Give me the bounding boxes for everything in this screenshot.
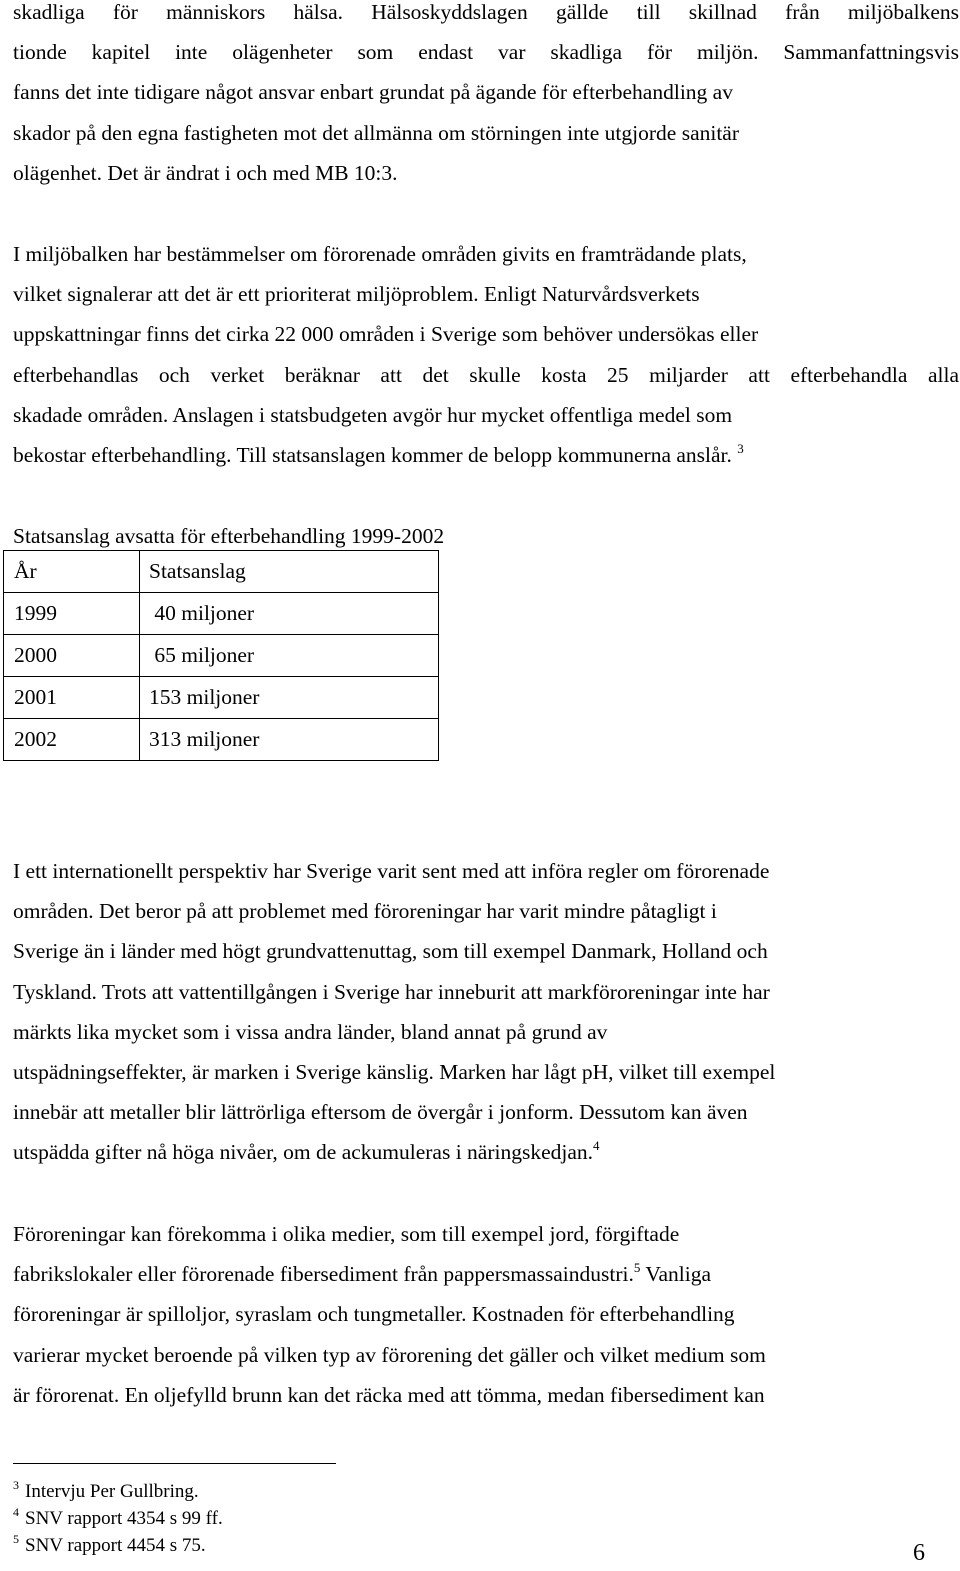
- text-line: efterbehandlas och verket beräknar att det skulle kosta 25 miljarder att efterbehandla alla: [13, 362, 959, 387]
- text-line: [13, 1254, 959, 1294]
- text-line: skadliga för människors hälsa. Hälsoskyddslagen gällde till skillnad från miljöbalkens: [13, 0, 959, 24]
- cell-grant: 313 miljoner: [140, 719, 439, 761]
- text-line: områden. Det beror på att problemet med föroreningar har varit mindre påtagligt i: [13, 899, 717, 924]
- grants-table: [3, 550, 439, 761]
- page-number: 6: [913, 1540, 925, 1566]
- text-line: tionde kapitel inte olägenheter som endast var skadliga för miljön. Sammanfattningsvis: [13, 40, 959, 65]
- cell-grant: 65 miljoner: [140, 635, 439, 677]
- footnote-ref: 4: [593, 1138, 600, 1154]
- text-line: Tyskland. Trots att vattentillgången i Sverige har inneburit att markföroreningar inte har: [13, 979, 770, 1004]
- text-line: vilket signalerar att det är ett prioriterat miljöproblem. Enligt Naturvårdsverkets: [13, 282, 700, 307]
- paragraph-3: [13, 851, 959, 1173]
- paragraph-2: [13, 234, 959, 475]
- text-line: är förorenat. En oljefylld brunn kan det räcka med att tömma, medan fibersediment kan: [13, 1382, 765, 1407]
- footnote-text: Intervju Per Gullbring.: [25, 1481, 199, 1502]
- text-line: skadade områden. Anslagen i statsbudgeten avgör hur mycket offentliga medel som: [13, 402, 733, 427]
- footnote-text: SNV rapport 4354 s 99 ff.: [25, 1508, 223, 1529]
- text-line: varierar mycket beroende på vilken typ av förorening det gäller och vilket medium som: [13, 1342, 766, 1367]
- cell-grant: 153 miljoner: [140, 677, 439, 719]
- table-header-row: [4, 551, 439, 593]
- text-line-content: bekostar efterbehandling. Till statsanslagen kommer de belopp kommunerna anslår.: [13, 443, 732, 468]
- footnote-number: 3: [13, 1478, 19, 1492]
- text-line: innebär att metaller blir lättrörliga eftersom de övergår i jonform. Dessutom kan även: [13, 1100, 748, 1125]
- footnote-ref: 3: [737, 441, 744, 457]
- footnote-separator: [13, 1463, 336, 1464]
- table-row: [4, 719, 439, 761]
- cell-year: 2000: [4, 635, 140, 677]
- footnote: [13, 1505, 223, 1532]
- paragraph-1: [13, 0, 959, 193]
- table-caption: Statsanslag avsatta för efterbehandling 1999-2002: [13, 524, 445, 548]
- footnote: [13, 1478, 223, 1505]
- footnote: [13, 1532, 223, 1559]
- text-line: föroreningar är spilloljor, syraslam och tungmetaller. Kostnaden för efterbehandling: [13, 1302, 735, 1327]
- text-line: uppskattningar finns det cirka 22 000 områden i Sverige som behöver undersökas eller: [13, 322, 759, 347]
- footnote-number: 5: [13, 1532, 19, 1546]
- text-line: [13, 435, 959, 475]
- header-year: År: [4, 551, 140, 593]
- text-line: utspädningseffekter, är marken i Sverige känslig. Marken har lågt pH, vilket till exempel: [13, 1060, 776, 1085]
- table-row: [4, 635, 439, 677]
- cell-year: 2002: [4, 719, 140, 761]
- text-line: märkts lika mycket som i vissa andra länder, bland annat på grund av: [13, 1019, 608, 1044]
- cell-year: 1999: [4, 593, 140, 635]
- footnotes: [13, 1478, 223, 1559]
- text-line: I ett internationellt perspektiv har Sverige varit sent med att införa regler om förorenade: [13, 859, 770, 883]
- text-line: [13, 1132, 959, 1172]
- text-line-content: utspädda gifter nå höga nivåer, om de ackumuleras i näringskedjan.: [13, 1140, 594, 1165]
- table-row: [4, 677, 439, 719]
- cell-year: 2001: [4, 677, 140, 719]
- text-line-content: fabrikslokaler eller förorenade fibersediment från pappersmassaindustri.: [13, 1262, 634, 1287]
- cell-grant: 40 miljoner: [140, 593, 439, 635]
- footnote-ref: 5: [633, 1260, 641, 1276]
- text-line: fanns det inte tidigare något ansvar enbart grundat på ägande för efterbehandling av: [13, 80, 733, 105]
- table-row: [4, 593, 439, 635]
- text-line: Föroreningar kan förekomma i olika medier, som till exempel jord, förgiftade: [13, 1222, 680, 1246]
- text-line: skador på den egna fastigheten mot det allmänna om störningen inte utgjorde sanitär: [13, 120, 740, 145]
- footnote-text: SNV rapport 4454 s 75.: [25, 1535, 206, 1556]
- footnote-number: 4: [13, 1505, 19, 1519]
- text-line-content: Vanliga: [640, 1262, 712, 1287]
- paragraph-4: [13, 1214, 959, 1415]
- text-line: olägenhet. Det är ändrat i och med MB 10:3.: [13, 160, 398, 185]
- text-line: Sverige än i länder med högt grundvattenuttag, som till exempel Danmark, Holland och: [13, 939, 768, 964]
- header-grant: Statsanslag: [140, 551, 439, 593]
- text-line: I miljöbalken har bestämmelser om förorenade områden givits en framträdande plats,: [13, 242, 747, 266]
